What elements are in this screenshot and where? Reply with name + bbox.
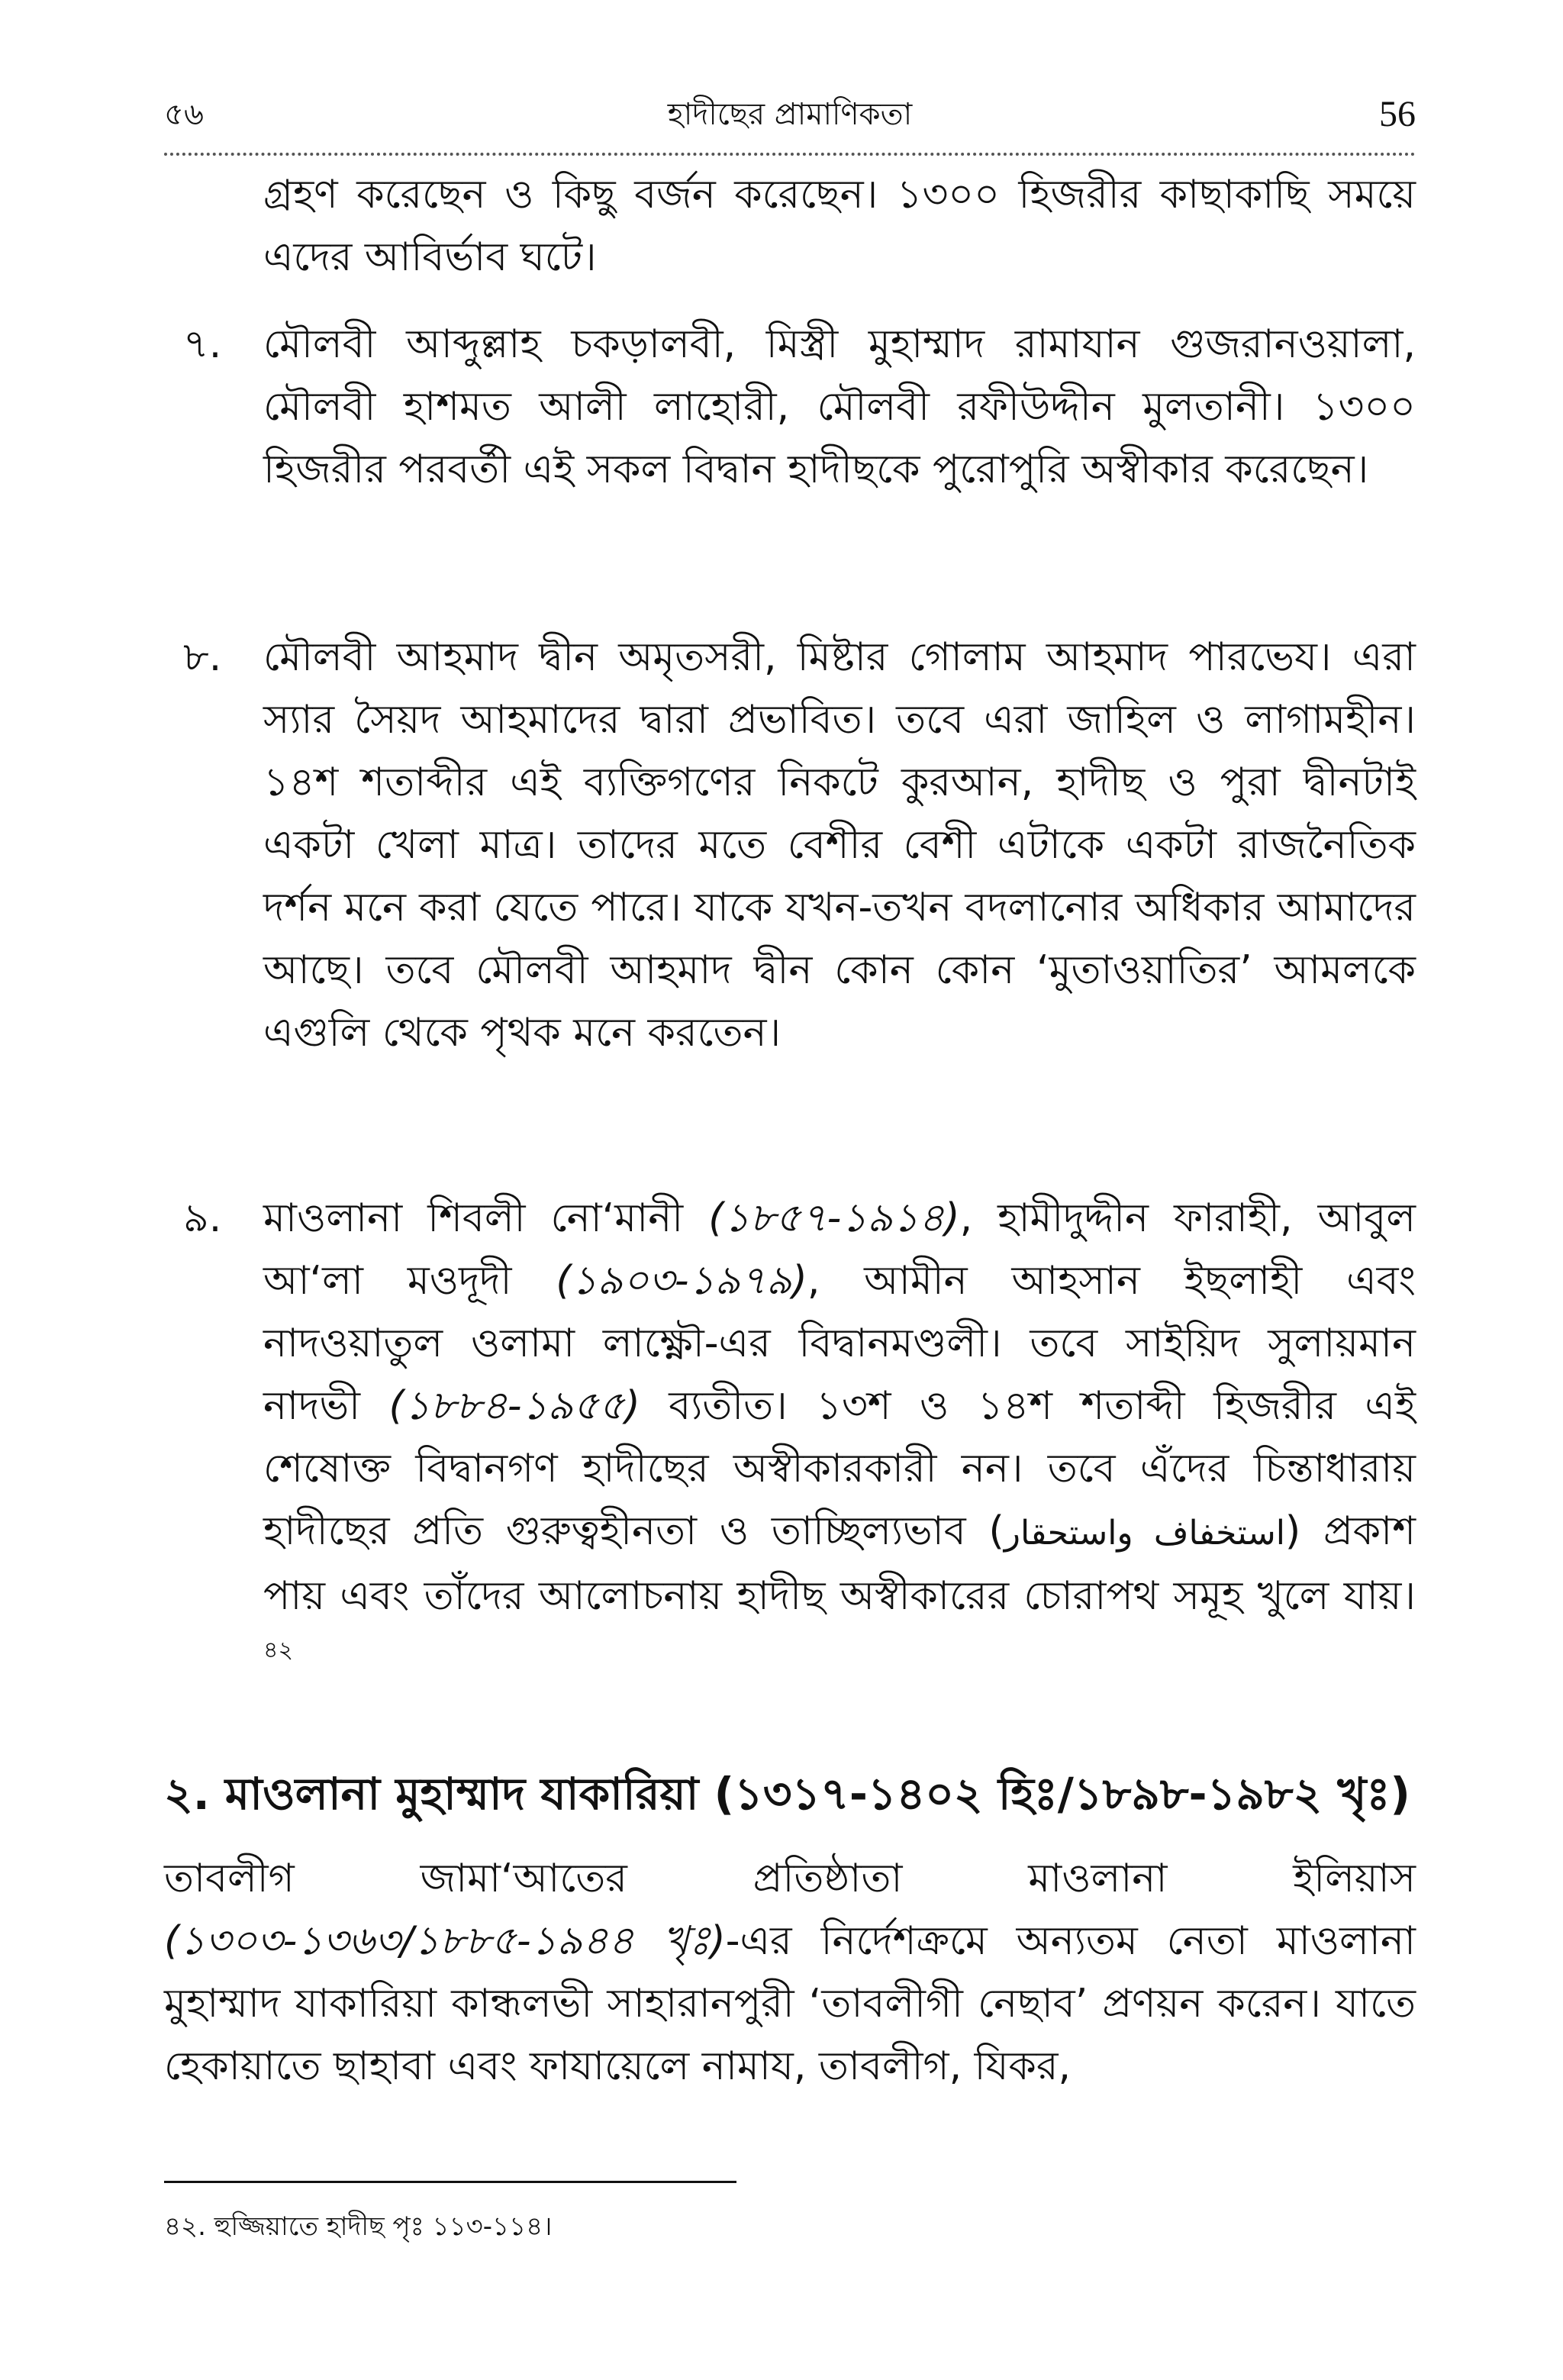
list-item-text: মৌলবী আহমাদ দ্বীন অমৃতসরী, মিষ্টার গোলাম আহমাদ পারভেয। এরা স্যার সৈয়দ আহমাদের দ্বারা প্রভাবিত। তবে এরা জাহিল ও লাগামহীন। ১৪শ শতাব্দীর এই ব্যক্তিগণের নিকটে কুরআন, হাদীছ ও পুরা দ্বীনটাই একটা খেলা মাত্র। তাদের মতে বেশীর বেশী এটাকে একটা রাজনৈতিক দর্শন মনে করা যেতে পারে। যাকে যখন-তখন বদলানোর অধিকার আমাদের আছে। তবে মৌলবী আহমাদ দ্বীন কোন কোন ‘মুতাওয়াতির’ আমলকে এগুলি থেকে পৃথক মনে করতেন। — [263, 634, 1416, 1056]
text-run: মাওলানা শিবলী নো‘মানী — [263, 1195, 709, 1241]
list-number: ৯. — [183, 1195, 222, 1241]
section-paragraph — [164, 1847, 1416, 2098]
list-item-9 — [183, 1187, 1416, 1690]
year-range: (১৮৫৭-১৯১৪) — [708, 1195, 960, 1241]
year-range: (১৮৮৪-১৯৫৫) — [388, 1383, 640, 1429]
footnote-rule — [164, 2181, 736, 2183]
footnote-reference[interactable]: ৪২ — [263, 1637, 293, 1664]
list-number: ৭. — [183, 321, 222, 367]
text-run: ) প্রকাশ পায় এবং তাঁদের আলোচনায় হাদীছ অস্বীকারের চোরাপথ সমূহ খুলে যায়। — [263, 1508, 1416, 1619]
header-dotted-rule — [164, 153, 1416, 156]
list-item-text — [263, 1187, 1416, 1690]
running-title: হাদীছের প্রামাণিকতা — [667, 97, 913, 132]
list-number: ৮. — [183, 634, 222, 680]
continued-paragraph: গ্রহণ করেছেন ও কিছু বর্জন করেছেন। ১৩০০ হিজরীর কাছাকাছি সময়ে এদের আবির্ভাব ঘটে। — [263, 172, 1416, 280]
running-header — [164, 90, 1416, 144]
text-run: তাবলীগ জামা‘আতের প্রতিষ্ঠাতা মাওলানা ইলিয়াস — [164, 1856, 1416, 1901]
arabic-phrase: استخفاف واستحقار — [1004, 1514, 1285, 1553]
year-range: (১৩০৩-১৩৬৩/১৮৮৫-১৯৪৪ খৃঃ) — [164, 1918, 726, 1964]
page-number-bengali: ৫৬ — [164, 97, 204, 132]
year-range: (১৯০৩-১৯৭৯) — [556, 1258, 807, 1304]
text-run: -এর নির্দেশক্রমে অন্যতম নেতা মাওলানা মুহাম্মাদ যাকারিয়া কান্ধলভী সাহারানপুরী ‘তাবলীগী নেছাব’ প্রণয়ন করেন। যাতে হেকায়াতে ছাহাবা এবং ফাযায়েলে নামায, তাবলীগ, যিকর, — [164, 1918, 1416, 2089]
list-item-7 — [183, 313, 1416, 501]
text-run: , হামীদুদ্দীন ফারাহী, আবুল আ‘লা মওদূদী — [263, 1195, 1416, 1304]
text-run: , আমীন আহসান ইছলাহী এবং নাদওয়াতুল ওলামা লাক্ষ্ণৌ-এর বিদ্বানমণ্ডলী। তবে সাইয়িদ সুলায়মান নাদভী — [263, 1258, 1416, 1429]
list-item-8 — [183, 626, 1416, 1064]
page-number-english: 56 — [1379, 94, 1416, 134]
section-heading: ২. মাওলানা মুহাম্মাদ যাকারিয়া (১৩১৭-১৪০২ হিঃ/১৮৯৮-১৯৮২ খৃঃ) — [164, 1768, 1410, 1820]
list-item-text: মৌলবী আব্দুল্লাহ চকড়ালবী, মিস্ত্রী মুহাম্মাদ রামাযান গুজরানওয়ালা, মৌলবী হাশমত আলী লাহোরী, মৌলবী রফীউদ্দীন মুলতানী। ১৩০০ হিজরীর পরবর্তী এই সকল বিদ্বান হাদীছকে পুরোপুরি অস্বীকার করেছেন। — [263, 321, 1416, 492]
footnote: ৪২. হুজ্জিয়াতে হাদীছ পৃঃ ১১৩-১১৪। — [164, 2211, 553, 2242]
text-run: ব্যতীত। ১৩শ ও ১৪শ শতাব্দী হিজরীর এই শেষোক্ত বিদ্বানগণ হাদীছের অস্বীকারকারী নন। তবে এঁদের চিন্তাধারায় হাদীছের প্রতি গুরুত্বহীনতা ও তাচ্ছিল্যভাব ( — [263, 1383, 1416, 1554]
